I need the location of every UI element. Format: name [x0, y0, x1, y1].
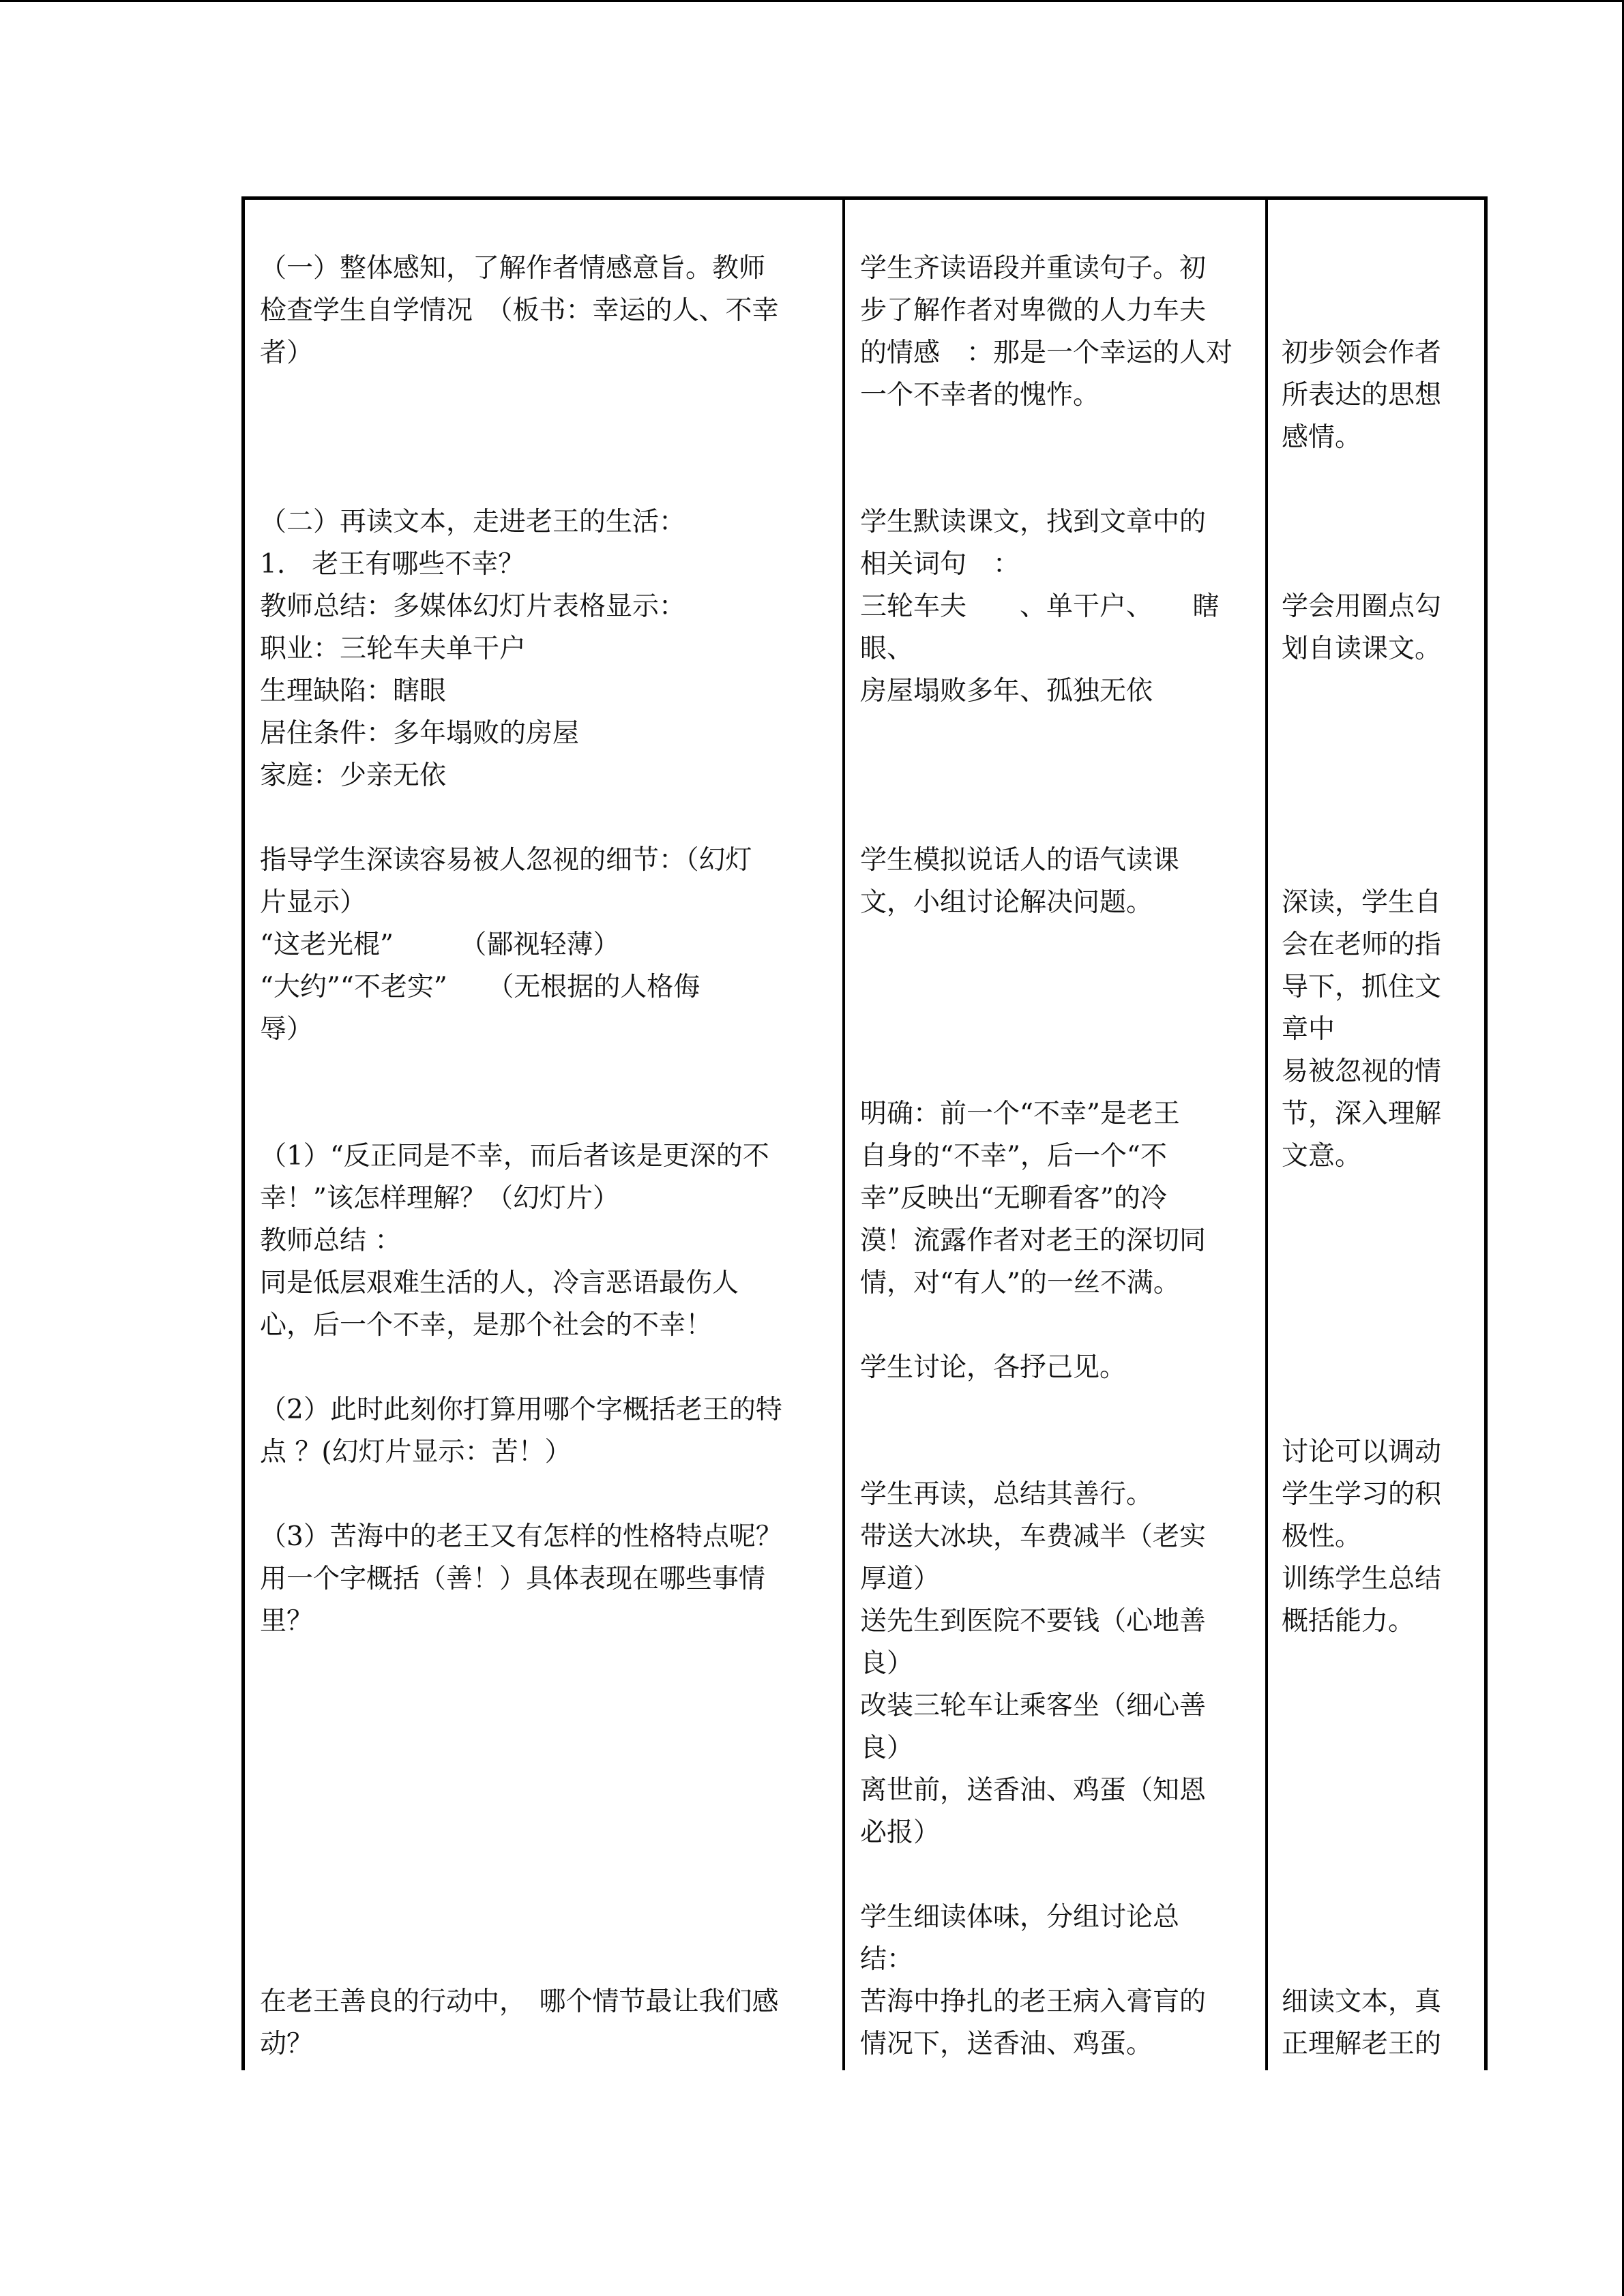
text-line: 极性。	[1282, 1521, 1362, 1552]
text-line: 章中	[1282, 1014, 1335, 1045]
student-section-4	[860, 1093, 1206, 1304]
text-line: 职业：三轮车夫单干户	[260, 633, 527, 664]
text-line: 学生细读体味，分组讨论总	[860, 1902, 1180, 1933]
intent-section-5	[1282, 1981, 1441, 2066]
text-line: 心，后一个不幸，是那个社会的不幸！	[260, 1310, 713, 1341]
student-section-3	[860, 839, 1179, 924]
text-line: 导下，抓住文	[1282, 972, 1442, 1002]
text-line: 者）	[260, 338, 314, 368]
text-line: 情况下，送香油、鸡蛋。	[860, 2029, 1153, 2059]
text-line: 文，小组讨论解决问题。	[860, 887, 1153, 918]
intent-section-2	[1282, 586, 1441, 670]
teacher-section-5	[260, 1389, 782, 1474]
text-line: 动？	[260, 2029, 314, 2059]
teacher-section-6	[260, 1516, 782, 1643]
text-line: 深读，学生自	[1282, 887, 1442, 918]
text-line: 的情感 ：那是一个幸运的人对	[860, 338, 1233, 368]
text-line: 在老王善良的行动中， 哪个情节最让我们感	[260, 1986, 779, 2017]
text-line: 概括能力。	[1282, 1606, 1415, 1637]
text-line: 情，对“有人”的一丝不满。	[860, 1268, 1180, 1298]
text-line: “大约”“不老实” （无根据的人格侮	[260, 972, 700, 1002]
text-line: 眼、	[860, 633, 914, 664]
text-line: 生理缺陷：瞎眼	[260, 676, 447, 706]
teacher-section-3	[260, 839, 752, 1051]
student-section-2	[860, 501, 1220, 713]
teacher-section-7	[260, 1981, 779, 2066]
text-line: 里？	[260, 1606, 314, 1637]
text-line: 讨论可以调动	[1282, 1437, 1442, 1467]
text-line: 学生学习的积	[1282, 1479, 1442, 1510]
text-line: 家庭：少亲无依	[260, 760, 447, 791]
text-line: 学生再读，总结其善行。	[860, 1479, 1153, 1510]
text-line: 厚道）	[860, 1564, 941, 1594]
text-line: （1）“反正同是不幸，而后者该是更深的不	[260, 1141, 769, 1172]
student-section-1	[860, 248, 1232, 417]
text-line: 学生齐读语段并重读句子。初	[860, 253, 1207, 284]
student-section-7	[860, 1896, 1206, 2066]
text-line: 易被忽视的情	[1282, 1056, 1442, 1087]
text-line: （3）苦海中的老王又有怎样的性格特点呢？	[260, 1521, 782, 1552]
text-line: 指导学生深读容易被人忽视的细节：（幻灯	[260, 845, 752, 876]
text-line: 1. 老王有哪些不幸？	[260, 549, 525, 580]
text-line: 学生讨论，各抒己见。	[860, 1352, 1127, 1383]
text-line: 带送大冰块，车费减半（老实	[860, 1521, 1207, 1552]
text-line: 步了解作者对卑微的人力车夫	[860, 295, 1207, 326]
page-top-rule	[0, 0, 1624, 2]
text-line: 幸”反映出“无聊看客”的冷	[860, 1183, 1167, 1214]
text-line: 明确：前一个“不幸”是老王	[860, 1099, 1180, 1129]
text-line: 同是低层艰难生活的人，冷言恶语最伤人	[260, 1268, 739, 1298]
text-line: 房屋塌败多年、孤独无依	[860, 676, 1153, 706]
intent-section-3	[1282, 882, 1441, 1178]
text-line: 感情。	[1282, 422, 1362, 453]
text-line: 教师总结 ：	[260, 1225, 402, 1256]
text-line: 会在老师的指	[1282, 929, 1442, 960]
text-line: 幸！”该怎样理解？（幻灯片）	[260, 1183, 619, 1214]
design-intent-column	[1265, 200, 1490, 2070]
text-line: 良）	[860, 1733, 914, 1763]
text-line: 训练学生总结	[1282, 1564, 1442, 1594]
teacher-section-4	[260, 1135, 769, 1347]
student-activity-column	[842, 200, 1268, 2070]
text-line: 一个不幸者的愧怍。	[860, 380, 1100, 411]
text-line: 离世前，送香油、鸡蛋（知恩	[860, 1775, 1207, 1806]
text-line: 细读文本，真	[1282, 1986, 1442, 2017]
text-line: 正理解老王的	[1282, 2029, 1442, 2059]
text-line: 结：	[860, 1944, 914, 1975]
text-line: 三轮车夫 、单干户、 瞎	[860, 591, 1220, 622]
text-line: 用一个字概括（善！）具体表现在哪些事情	[260, 1564, 766, 1594]
text-line: 学生模拟说话人的语气读课	[860, 845, 1180, 876]
intent-section-4	[1282, 1431, 1441, 1643]
text-line: 片显示）	[260, 887, 367, 918]
text-line: 居住条件：多年塌败的房屋	[260, 718, 580, 749]
text-line: 良）	[860, 1648, 914, 1679]
text-line: （二）再读文本，走进老王的生活：	[260, 507, 686, 537]
text-line: 相关词句 ：	[860, 549, 1020, 580]
intent-section-1	[1282, 332, 1441, 459]
text-line: 文意。	[1282, 1141, 1362, 1172]
teacher-activity-column	[245, 200, 842, 2070]
text-line: 检查学生自学情况 （板书：幸运的人、不幸	[260, 295, 779, 326]
text-line: 所表达的思想	[1282, 380, 1442, 411]
student-section-5	[860, 1347, 1126, 1389]
text-line: 苦海中挣扎的老王病入膏肓的	[860, 1986, 1207, 2017]
student-section-6	[860, 1474, 1206, 1854]
text-line: 自身的“不幸”，后一个“不	[860, 1141, 1167, 1172]
lesson-plan-table	[241, 196, 1488, 2070]
text-line: （一）整体感知，了解作者情感意旨。教师	[260, 253, 766, 284]
text-line: 初步领会作者	[1282, 338, 1442, 368]
text-line: 漠！流露作者对老王的深切同	[860, 1225, 1207, 1256]
text-line: 学生默读课文，找到文章中的	[860, 507, 1207, 537]
teacher-section-1	[260, 248, 779, 374]
text-line: 学会用圈点勾	[1282, 591, 1442, 622]
text-line: 送先生到医院不要钱（心地善	[860, 1606, 1207, 1637]
text-line: 点 ？(幻灯片显示：苦！）	[260, 1437, 572, 1467]
text-line: （2）此时此刻你打算用哪个字概括老王的特	[260, 1395, 782, 1425]
teacher-section-2	[260, 501, 685, 797]
text-line: 节，深入理解	[1282, 1099, 1442, 1129]
text-line: 辱）	[260, 1014, 314, 1045]
text-line: 划自读课文。	[1282, 633, 1442, 664]
text-line: “这老光棍” （鄙视轻薄）	[260, 929, 620, 960]
text-line: 教师总结：多媒体幻灯片表格显示：	[260, 591, 686, 622]
text-line: 必报）	[860, 1817, 941, 1848]
text-line: 改装三轮车让乘客坐（细心善	[860, 1690, 1207, 1721]
